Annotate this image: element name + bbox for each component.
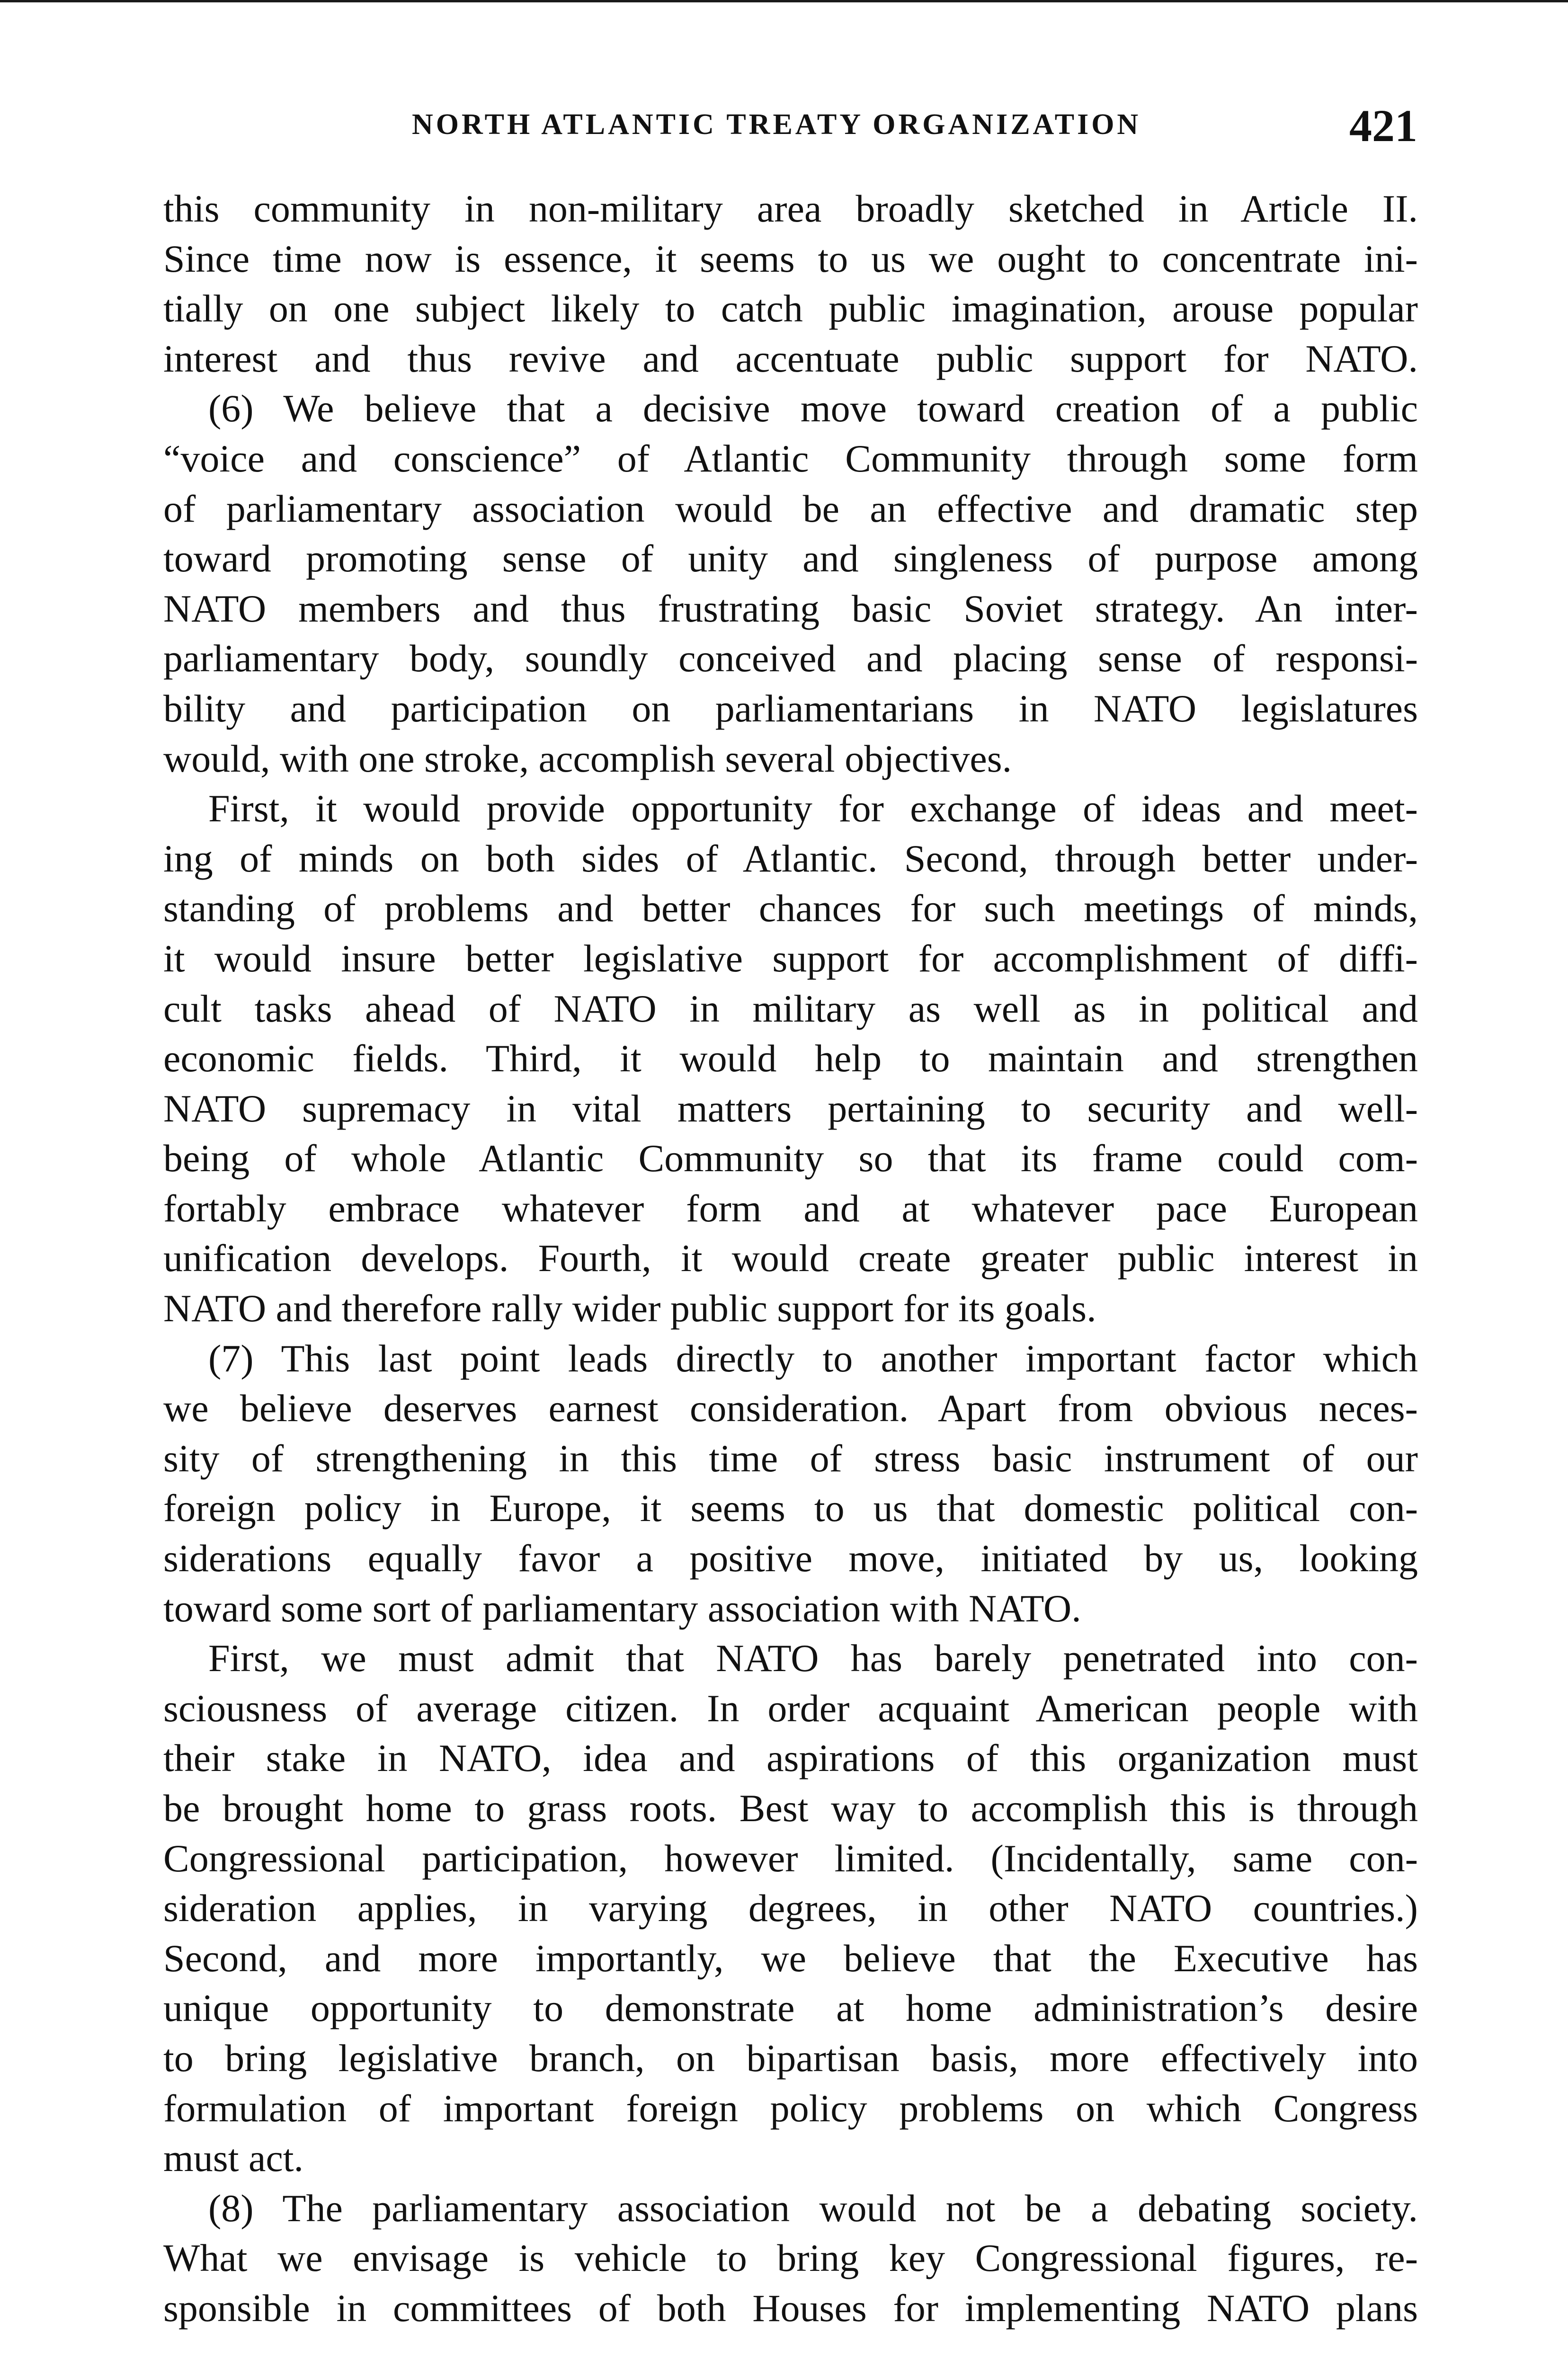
running-title: NORTH ATLANTIC TREATY ORGANIZATION xyxy=(412,108,1141,141)
text-line: unification develops. Fourth, it would create greater public interest in xyxy=(163,1237,1418,1280)
text-line: unique opportunity to demonstrate at home administration’s desire xyxy=(163,1986,1418,2030)
text-line: Congressional participation, however limited. (Incidentally, same con- xyxy=(163,1836,1418,1880)
text-line: fortably embrace whatever form and at whatever pace European xyxy=(163,1186,1418,1230)
paragraph-first-line: (7) This last point leads directly to another important factor which xyxy=(208,1336,1418,1380)
text-line: their stake in NATO, idea and aspirations of this organization must xyxy=(163,1736,1418,1780)
text-line: being of whole Atlantic Community so that its frame could com- xyxy=(163,1137,1418,1180)
text-line: Since time now is essence, it seems to us we ought to concentrate ini- xyxy=(163,237,1418,280)
text-line: standing of problems and better chances for such meetings of minds, xyxy=(163,887,1418,930)
text-line: it would insure better legislative support for accomplishment of diffi- xyxy=(163,936,1418,980)
text-line: “voice and conscience” of Atlantic Community through some form xyxy=(163,436,1418,480)
text-line: be brought home to grass roots. Best way to accomplish this is through xyxy=(163,1787,1418,1830)
text-line: this community in non-military area broadly sketched in Article II. xyxy=(163,187,1418,230)
text-line: we believe deserves earnest consideration. Apart from obvious neces- xyxy=(163,1387,1418,1430)
text-line: siderations equally favor a positive move, initiated by us, looking xyxy=(163,1537,1418,1580)
text-line: NATO members and thus frustrating basic Soviet strategy. An inter- xyxy=(163,587,1418,630)
body-text xyxy=(163,184,1418,2333)
text-line: bility and participation on parliamentarians in NATO legislatures xyxy=(163,686,1418,730)
text-line: NATO supremacy in vital matters pertaining to security and well- xyxy=(163,1086,1418,1130)
text-line: sideration applies, in varying degrees, in other NATO countries.) xyxy=(163,1886,1418,1930)
paragraph-first-line: First, it would provide opportunity for exchange of ideas and meet- xyxy=(208,787,1418,830)
paragraph-last-line: would, with one stroke, accomplish several objectives. xyxy=(163,737,1012,780)
paragraph-first-line: (6) We believe that a decisive move toward creation of a public xyxy=(208,387,1418,430)
text-line: formulation of important foreign policy problems on which Congress xyxy=(163,2086,1418,2130)
text-line: toward promoting sense of unity and singleness of purpose among xyxy=(163,537,1418,580)
text-line: of parliamentary association would be an effective and dramatic step xyxy=(163,487,1418,530)
text-line: sciousness of average citizen. In order acquaint American people with xyxy=(163,1686,1418,1730)
text-line: tially on one subject likely to catch public imagination, arouse popular xyxy=(163,287,1418,330)
paragraph-first-line: First, we must admit that NATO has barely penetrated into con- xyxy=(208,1637,1418,1680)
text-line: economic fields. Third, it would help to maintain and strengthen xyxy=(163,1037,1418,1080)
text-line: sponsible in committees of both Houses for implementing NATO plans xyxy=(163,2286,1418,2330)
paragraph-last-line: NATO and therefore rally wider public support for its goals. xyxy=(163,1287,1096,1330)
paragraph-last-line: toward some sort of parliamentary association with NATO. xyxy=(163,1586,1081,1630)
text-line: Second, and more importantly, we believe that the Executive has xyxy=(163,1936,1418,1980)
text-line: interest and thus revive and accentuate public support for NATO. xyxy=(163,337,1418,380)
text-line: ing of minds on both sides of Atlantic. Second, through better under- xyxy=(163,836,1418,880)
paragraph-last-line: must act. xyxy=(163,2136,304,2180)
text-line: cult tasks ahead of NATO in military as well as in political and xyxy=(163,987,1418,1030)
text-line: to bring legislative branch, on bipartisan basis, more effectively into xyxy=(163,2036,1418,2080)
text-line: foreign policy in Europe, it seems to us that domestic political con- xyxy=(163,1486,1418,1530)
paragraph-first-line: (8) The parliamentary association would not be a debating society. xyxy=(208,2186,1418,2230)
text-line: What we envisage is vehicle to bring key Congressional figures, re- xyxy=(163,2236,1418,2280)
top-edge-rule xyxy=(0,0,1568,2)
page-number: 421 xyxy=(1349,100,1417,151)
text-line: sity of strengthening in this time of stress basic instrument of our xyxy=(163,1436,1418,1480)
running-head xyxy=(0,99,1568,151)
text-line: parliamentary body, soundly conceived and placing sense of responsi- xyxy=(163,637,1418,680)
